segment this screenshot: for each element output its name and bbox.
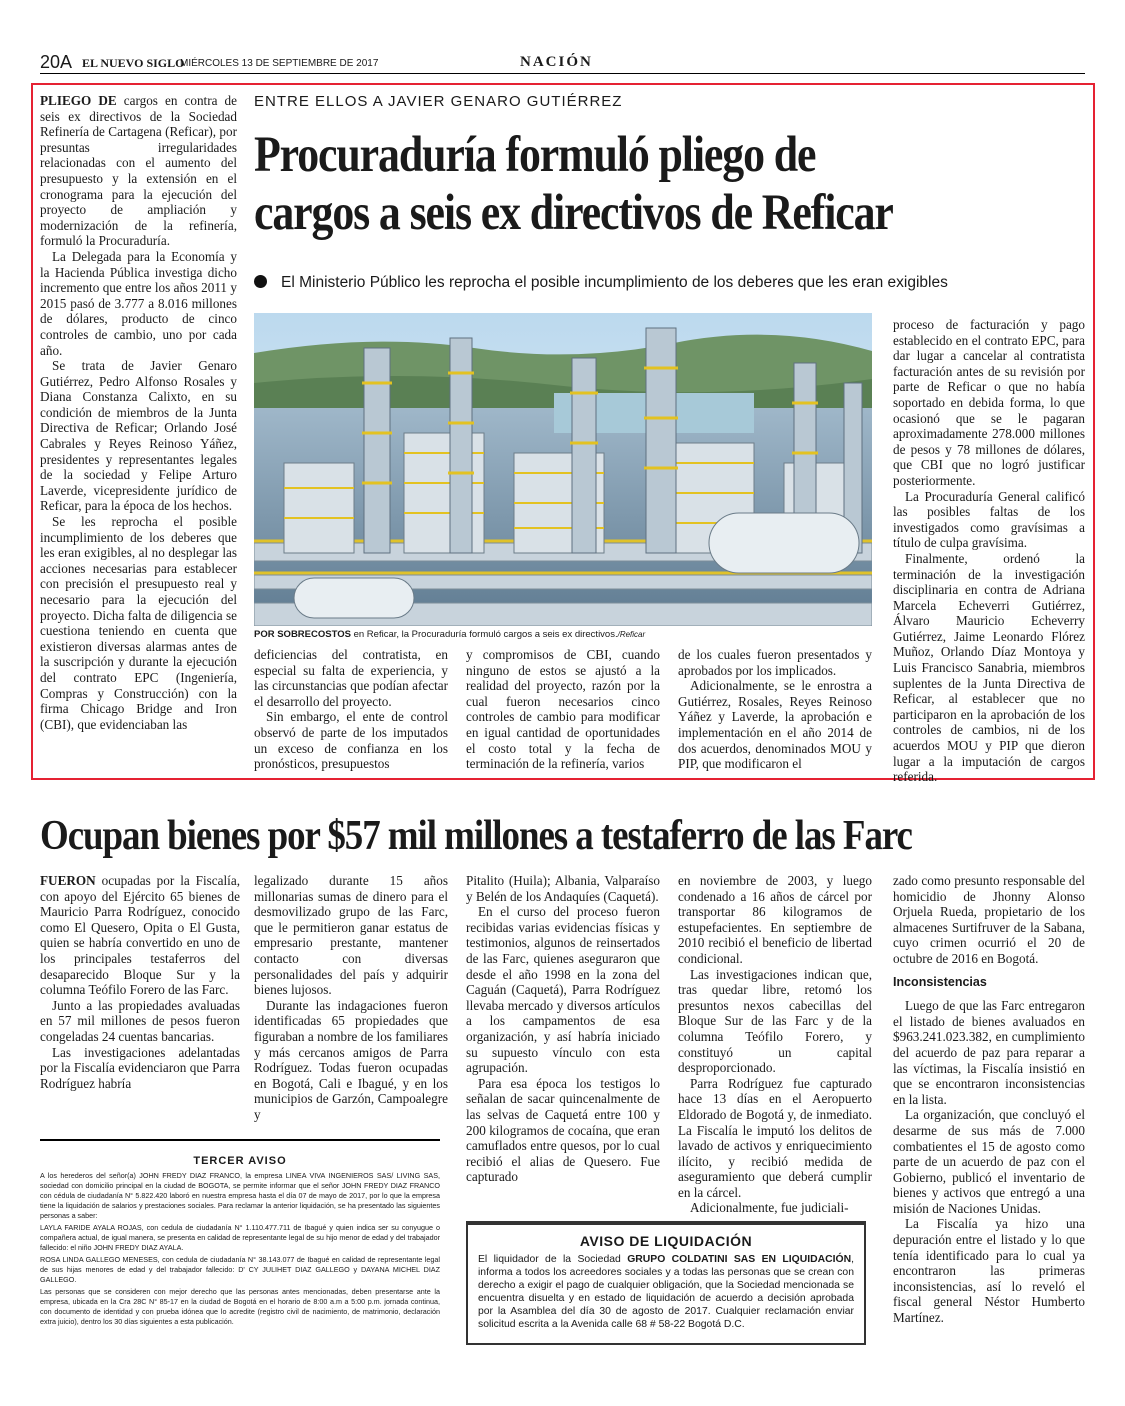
notice-paragraph: A los herederos del señor(a) JOHN FREDY DIAZ FRANCO, la empresa LINEA VIVA INGENIEROS SAS/ LIVING SAS, sociedad con domicilio principal en la ciudad de BOGOTA, se permite informar que el señor JOHN FREDY DIAZ FRANCO con cédula de ciudadanía N° 5.822.420 laboró en nuestra empresa hasta el día 07 de mayo de 2017, por lo que la empresa tiene la liquidación de salarios y prestaciones sociales. Para reclamar la anterior liquidación, se ha presentado las siguientes personas a saber:: [40, 1171, 440, 1220]
headline-line-1: Procuraduría formuló pliego de: [254, 127, 816, 183]
paragraph: y compromisos de CBI, cuando ninguno de estos se ajustó a la realidad del proyecto, razón por la cual fueron necesarios cinco controles de cambio para modificar en igual cantidad de oportunidades el costo total y la fecha de terminación de la refinería, varios: [466, 647, 660, 772]
article1-column-1: [40, 93, 237, 732]
paragraph: en noviembre de 2003, y luego condenado a 16 años de cárcel por transportar 86 kilogramos de estupefacientes. En septiembre de 2010 recibió el beneficio de libertad condicional.: [678, 873, 872, 966]
page-header: [40, 52, 1085, 74]
article2-headline: Ocupan bienes por $57 mil millones a testaferro de las Farc: [40, 813, 912, 859]
notice-body: El liquidador de la Sociedad GRUPO COLDATINI SAS EN LIQUIDACIÓN, informa a todos los acreedores sociales y a todas las personas que se crean con derecho a exigir el pago de cualquier obligación, que la Sociedad mencionada se encuentra disuelta y en estado de liquidación de acuerdo a decisión aprobada por la Asamblea del día 30 de agosto de 2017. Cualquier reclamación enviar solicitud escrita a la Avenida calle 68 # 58-22 Bogotá D.C.: [478, 1254, 854, 1330]
legal-notice-tercer-aviso: [40, 1139, 440, 1349]
paragraph: deficiencias del contratista, en especial su falta de experiencia, y las circunstancias que podían afectar el desarrollo del proyecto.: [254, 647, 448, 709]
subheading: Inconsistencias: [893, 974, 987, 989]
notice-title: AVISO DE LIQUIDACIÓN: [579, 1233, 753, 1249]
paragraph: Para esa época los testigos lo señalan de sacar quincenalmente de las selvas de Caquetá entre 100 y 200 kilogramos de cocaína, que eran camuflados entre quesos, por lo cual recibió el alias de Quesero. Fue capturado: [466, 1075, 660, 1185]
paragraph: Luego de que las Farc entregaron el listado de bienes avaluados en $963.241.023.382, en cumplimiento del acuerdo de paz para reparar a las víctimas, la Fiscalía insistió en que se encontraron inconsistencias en la lista.: [893, 998, 1085, 1107]
page-number: 20A: [40, 52, 73, 72]
article1-kicker: ENTRE ELLOS A JAVIER GENARO GUTIÉRREZ: [254, 93, 623, 110]
paragraph: proceso de facturación y pago establecido en el contrato EPC, para dar lugar a cancelar al contratista facturación antes de su revisión por parte de Reficar o que no había soportado en debida forma, lo que ocasionó que se le pagaran aproximadamente 278.000 millones de pesos y 78 millones de dólares, que CBI que no logró justificar posteriormente.: [893, 317, 1085, 488]
lead-word: PLIEGO DE: [40, 93, 117, 108]
paragraph: Durante las indagaciones fueron identificadas 65 propiedades que figuraban a nombre de los familiares y más cercanos amigos de Parra Rodríguez. Todas fueron ocupadas en Bogotá, Cali e Ibagué, y en los municipios de Garzón, Campoalegre y: [254, 997, 448, 1122]
paragraph: FUERON ocupadas por la Fiscalía, con apoyo del Ejército 65 bienes de Mauricio Parra Rodríguez, conocido como El Quesero, Opita o El Gusta, quien se habría convertido en uno de los principales testaferros del desaparecido Bloque Sur y la columna Teófilo Forero de las Farc.: [40, 873, 240, 998]
paragraph: La Delegada para la Economía y la Hacienda Pública investiga dicho incremento que entre los años 2011 y 2015 pasó de 3.777 a 8.016 millones de dólares, producto de cinco controles de cambio, uno por cada año.: [40, 248, 237, 358]
notice-paragraph: Las personas que se consideren con mejor derecho que las personas antes mencionadas, deben presentarse ante la empresa, ubicada en la Cra 28C N° 85-17 en la ciudad de Bogotá en el horario de 8:00 a.m a 5:00 p.m. jornada continua, con documento de identidad y con prueba idónea que lo acredite (registro civil de nacimiento, de matrimonio, declaración extra juicio), dentro los 30 días siguientes a esta publicación.: [40, 1287, 440, 1326]
publication-date: MIÉRCOLES 13 DE SEPTIEMBRE DE 2017: [180, 58, 379, 69]
legal-notice-liquidacion: [466, 1221, 866, 1345]
paragraph: legalizado durante 15 años millonarias sumas de dinero para el desmovilizado grupo de las Farc, que le permitieron ganar estatus de empresario prestante, mantener contacto con diversas personalidades del país y adquirir bienes lujosos.: [254, 873, 448, 998]
paragraph: PLIEGO DE cargos en contra de seis ex directivos de la Sociedad Refinería de Cartagena (Reficar), por presuntas irregularidades relacionadas con el aumento del presupuesto y la extensión en el cronograma para la ejecución del proyecto de ampliación y modernización de la refinería, formuló la Procuraduría.: [40, 93, 237, 249]
refinery-photo: [254, 313, 872, 626]
paragraph: zado como presunto responsable del homicidio de Jhonny Alonso Orjuela Rueda, propietario de los almacenes Surtifruver de la Sabana, cuyo crimen ocurrió el 20 de octubre de 2016 en Bogotá.: [893, 873, 1085, 966]
paragraph: La Fiscalía ya hizo una depuración entre el listado y lo que tenía identificado para lo cual ya encontraron las primeras inconsistencias, así lo reveló el fiscal general Néstor Humberto Martínez.: [893, 1216, 1085, 1326]
article2-column-5: [893, 873, 1085, 1326]
notice-paragraph: LAYLA FARIDE AYALA ROJAS, con cedula de ciudadanía N° 1.110.477.711 de Ibagué y quien indica ser su conyugue o compañera actual, de igual manera, se presenta en calidad de representante legal de su hijo menor de edad y del trabajador fallecido: el niño JOHN FREDY DIAZ AYALA.: [40, 1223, 440, 1252]
paragraph: Las investigaciones adelantadas por la Fiscalía evidenciaron que Parra Rodríguez habría: [40, 1044, 240, 1091]
deck-text: El Ministerio Público les reprocha el posible incumplimiento de los deberes que les eran exigibles: [281, 274, 948, 291]
paragraph: Finalmente, ordenó la terminación de la investigación disciplinaria en contra de Adriana Marcela Echeverri Gutiérrez, Álvaro Mauricio Echeverry Gutiérrez, Jaime Leonardo Flórez Muñoz, Orlando Díaz Montoya y Luis Francisco Sanabria, miembros suplentes de la Junta Directiva de Reficar, al establecer que no participaron en la aprobación de los controles de cambios, ni de los acuerdos MOU y PIP que dieron lugar a la imputación de cargos referida.: [893, 550, 1085, 785]
bullet-icon: [254, 275, 267, 288]
paragraph: de los cuales fueron presentados y aprobados por los implicados.: [678, 647, 872, 678]
paragraph: Adicionalmente, se le enrostra a Gutiérrez, Rosales, Reyes Reinoso Yáñez y Laverde, la aprobación e implementación en el año 2014 de dos acuerdos, denominados MOU y PIP, que modificaron el: [678, 678, 872, 772]
paragraph: Parra Rodríguez fue capturado hace 13 días en el Aeropuerto Eldorado de Bogotá y, de inmediato. La Fiscalía le imputó los delitos de lavado de activos y enriquecimiento ilícito, y recibió medida de aseguramiento que deberá cumplir en la cárcel.: [678, 1075, 872, 1200]
article1-headline: [254, 126, 968, 242]
paragraph: Se trata de Javier Genaro Gutiérrez, Pedro Alfonso Rosales y Diana Constanza Calixto, en su condición de miembros de la Junta Directiva de Reficar; Orlando José Cabrales y Reyes Reinoso Yáñez, presidentes y representantes legales de la sociedad y Felipe Arturo Laverde, vicepresidente jurídico de Reficar, para la época de los hechos.: [40, 358, 237, 514]
photo-caption: POR SOBRECOSTOS en Reficar, la Procuraduría formuló cargos a seis ex directivos./Reficar: [254, 629, 646, 640]
article2-column-2: [254, 873, 448, 1123]
paragraph: La organización, que concluyó el desarme de sus más de 7.000 combatientes el 15 de agosto como parte de un acuerdo de paz con el Gobierno, publicó el inventario de bienes y activos que entregó a una misión de Naciones Unidas.: [893, 1107, 1085, 1216]
article2-column-3: [466, 873, 660, 1185]
company-name: GRUPO COLDATINI SAS EN LIQUIDACIÓN: [627, 1254, 852, 1265]
notice-paragraph: ROSA LINDA GALLEGO MENESES, con cedula de ciudadanía N° 38.143.077 de Ibagué en calidad de representante legal de sus hijas menores de edad y del trabajador fallecido: D' CY JULIHET DIAZ GALLEGO y DAYANA MICHEL DIAZ GALLEGO.: [40, 1255, 440, 1284]
refinery-illustration: [254, 313, 872, 626]
notice-body: [40, 1171, 440, 1327]
notice-title: TERCER AVISO: [193, 1155, 287, 1167]
article1-column-5: [893, 317, 1085, 785]
paragraph: Adicionalmente, fue judiciali-: [690, 1200, 849, 1216]
article1-column-3: [466, 647, 660, 772]
article1-deck: [254, 274, 948, 292]
section-name: NACIÓN: [520, 54, 593, 70]
paragraph: Las investigaciones indican que, tras quedar libre, retomó los presuntos nexos cabecillas del Bloque Sur de las Farc y de la columna Teófilo Forero, y constituyó un capital desproporcionado.: [678, 966, 872, 1076]
newspaper-name: EL NUEVO SIGLO: [82, 56, 185, 70]
article2-column-1: [40, 873, 240, 1091]
lead-word: FUERON: [40, 873, 96, 888]
article2-column-4: [678, 873, 872, 1216]
article1-column-4: [678, 647, 872, 772]
paragraph: La Procuraduría General calificó las posibles faltas de los investigados como gravísimas a título de culpa gravísima.: [893, 488, 1085, 551]
headline-line-2: cargos a seis ex directivos de Reficar: [254, 185, 893, 241]
article1-column-2: [254, 647, 448, 772]
paragraph: Junto a las propiedades avaluadas en 57 mil millones de pesos fueron congeladas 24 cuentas bancarias.: [40, 997, 240, 1044]
paragraph: Sin embargo, el ente de control observó de parte de los imputados un exceso de confianza en los pronósticos, presupuestos: [254, 709, 448, 772]
paragraph: En el curso del proceso fueron recibidas varias evidencias físicas y testimonios, algunos de reinsertados de las Farc, quienes aseguraron que desde el año 1998 en la zona del Caguán (Caquetá), Parra Rodríguez llevaba mercado y diversos artículos a los campamentos de esa organización, y así habría iniciado su supuesto vínculo con esta agrupación.: [466, 904, 660, 1076]
paragraph: Pitalito (Huila); Albania, Valparaíso y Belén de los Andaquíes (Caquetá).: [466, 873, 660, 904]
photo-credit: /Reficar: [617, 630, 646, 639]
paragraph: Se les reprocha el posible incumplimiento de los deberes que les eran exigibles, al no desplegar las acciones necesarias para establecer con precisión el presupuesto real y necesario para la ejecución del proyecto. Dicha falta de diligencia se cuestiona teniendo en cuenta que existieron diversas alarmas antes de la suscripción y durante la ejecución del contrato EPC (Ingeniería, Compras y Construcción) con la firma Chicago Bridge and Iron (CBI), que evidenciaban las: [40, 514, 237, 732]
